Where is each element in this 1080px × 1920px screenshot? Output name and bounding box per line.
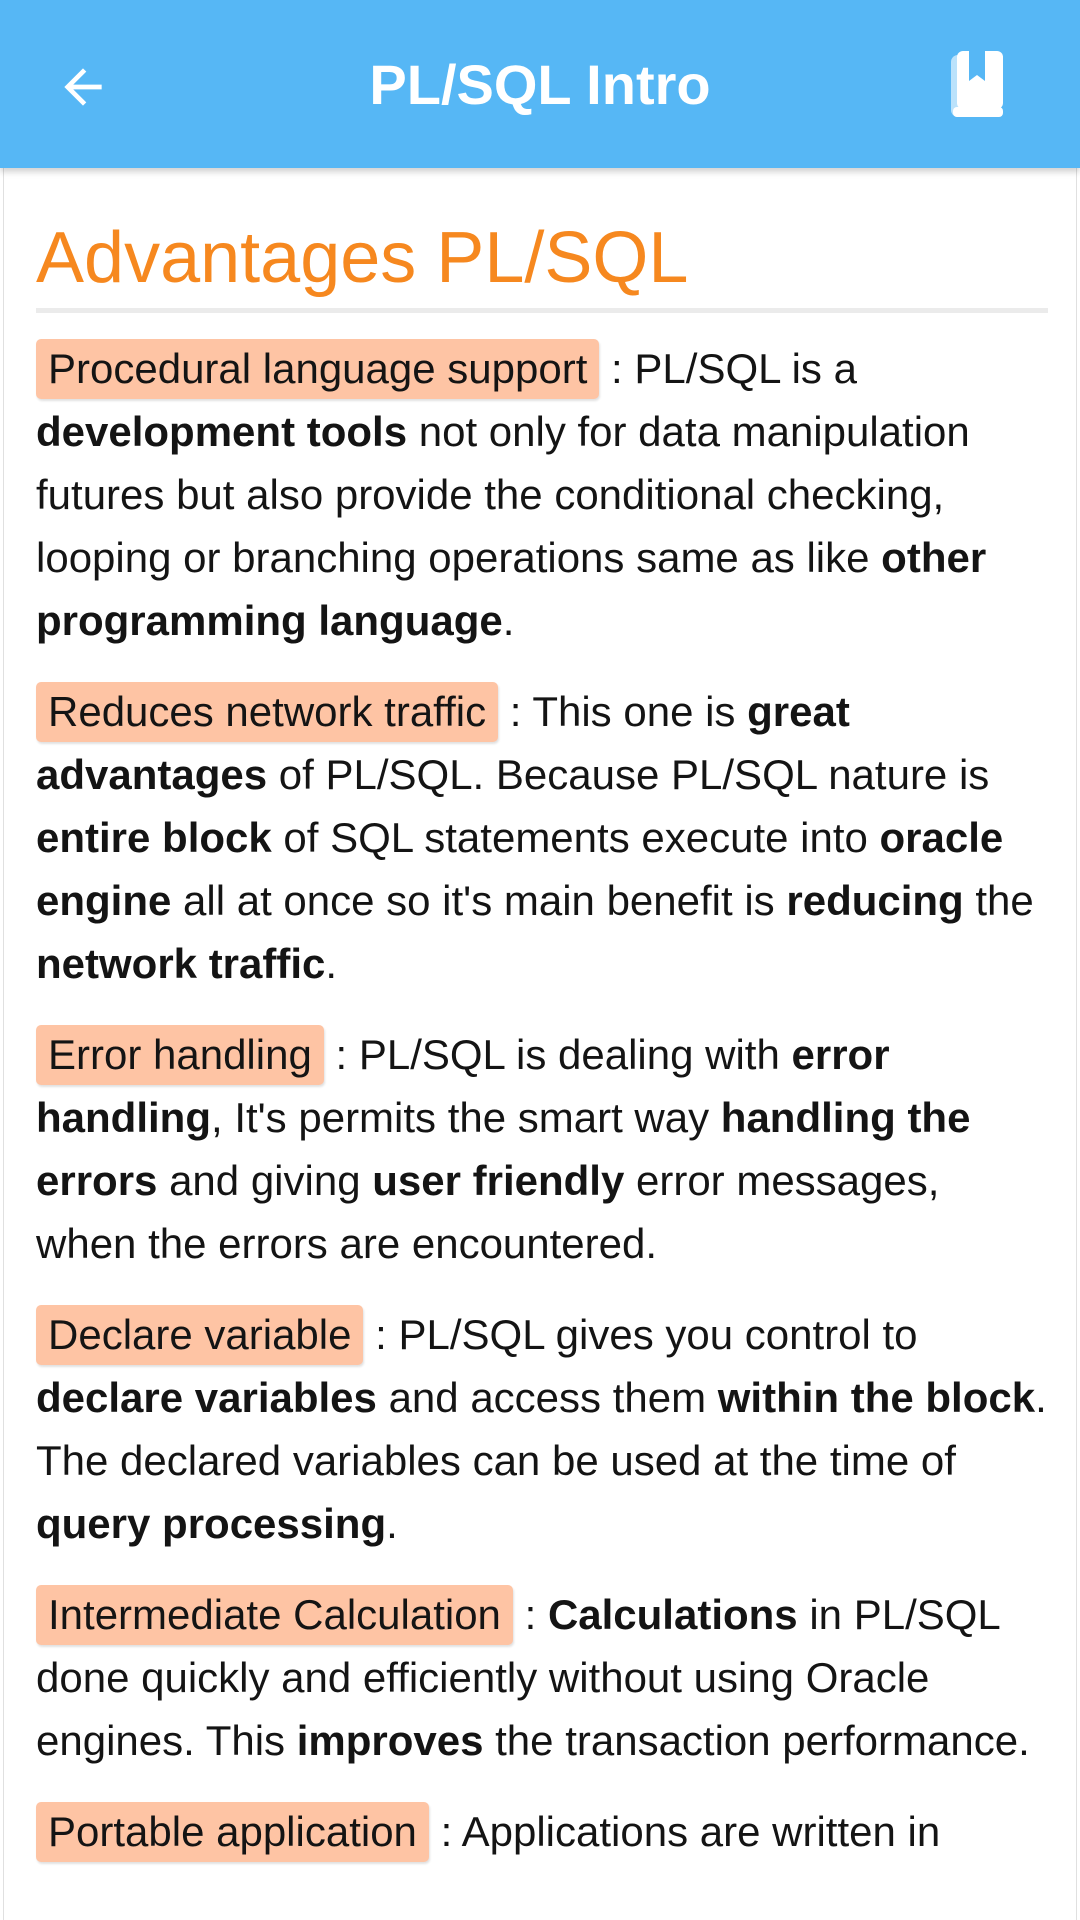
emphasis-text: oracle engine: [36, 814, 1004, 924]
advantage-paragraph: [36, 337, 1048, 652]
emphasis-text: network traffic: [36, 940, 326, 987]
advantage-paragraph: [36, 680, 1048, 995]
body-text: : PL/SQL is dealing with: [323, 1031, 792, 1078]
advantages-list: [36, 337, 1048, 1863]
body-text: : PL/SQL is a: [599, 345, 857, 392]
body-text: in PL/SQL done quickly and efficiently without using Oracle engines. This: [36, 1591, 1000, 1764]
advantage-tag: Intermediate Calculation: [36, 1585, 513, 1645]
bookmark-book-icon: [947, 49, 1007, 121]
emphasis-text: user friendly: [372, 1157, 625, 1204]
emphasis-text: handling the errors: [36, 1094, 971, 1204]
emphasis-text: within the block: [717, 1374, 1036, 1421]
body-text: the: [963, 877, 1034, 924]
article-body: [4, 216, 1076, 1863]
body-text: of PL/SQL. Because PL/SQL nature is: [267, 751, 990, 798]
advantage-tag: Reduces network traffic: [36, 682, 498, 742]
body-text: the transaction performance.: [483, 1717, 1030, 1764]
body-text: : PL/SQL gives you control to: [363, 1311, 918, 1358]
bookmark-button[interactable]: [934, 42, 1020, 128]
advantage-tag: Error handling: [36, 1025, 324, 1085]
advantage-paragraph: [36, 1800, 1048, 1863]
body-text: :: [512, 1591, 548, 1638]
advantage-tag: Portable application: [36, 1802, 429, 1862]
emphasis-text: development tools: [36, 408, 408, 455]
body-text: . The declared variables can be used at the time of: [36, 1374, 1047, 1484]
advantage-tag: Declare variable: [36, 1305, 363, 1365]
app-bar: [0, 0, 1080, 168]
advantage-paragraph: [36, 1583, 1048, 1772]
body-text: all at once so it's main benefit is: [171, 877, 787, 924]
body-text: and giving: [157, 1157, 373, 1204]
emphasis-text: other programming language: [36, 534, 987, 644]
body-text: .: [502, 597, 515, 644]
advantage-tag: Procedural language support: [36, 339, 599, 399]
emphasis-text: declare variables: [36, 1374, 377, 1421]
emphasis-text: query processing: [36, 1500, 387, 1547]
emphasis-text: reducing: [786, 877, 964, 924]
emphasis-text: great advantages: [36, 688, 850, 798]
section-heading: Advantages PL/SQL: [36, 216, 1048, 313]
body-text: , It's permits the smart way: [210, 1094, 721, 1141]
body-text: .: [325, 940, 338, 987]
emphasis-text: Calculations: [547, 1591, 798, 1638]
body-text: : This one is: [498, 688, 748, 735]
emphasis-text: error handling: [36, 1031, 890, 1141]
body-text: of SQL statements execute into: [271, 814, 880, 861]
body-text: and access them: [376, 1374, 718, 1421]
advantage-paragraph: [36, 1023, 1048, 1275]
page-title: PL/SQL Intro: [369, 53, 711, 116]
emphasis-text: entire block: [36, 814, 272, 861]
advantage-paragraph: [36, 1303, 1048, 1555]
body-text: not only for data manipulation futures but also provide the conditional checking, looping or branching operations same as like: [36, 408, 970, 581]
body-text: error messages, when the errors are encountered.: [36, 1157, 940, 1267]
body-text: .: [386, 1500, 398, 1547]
article-content[interactable]: [4, 168, 1076, 1920]
body-text: : Applications are written in: [428, 1808, 941, 1855]
emphasis-text: improves: [296, 1717, 484, 1764]
